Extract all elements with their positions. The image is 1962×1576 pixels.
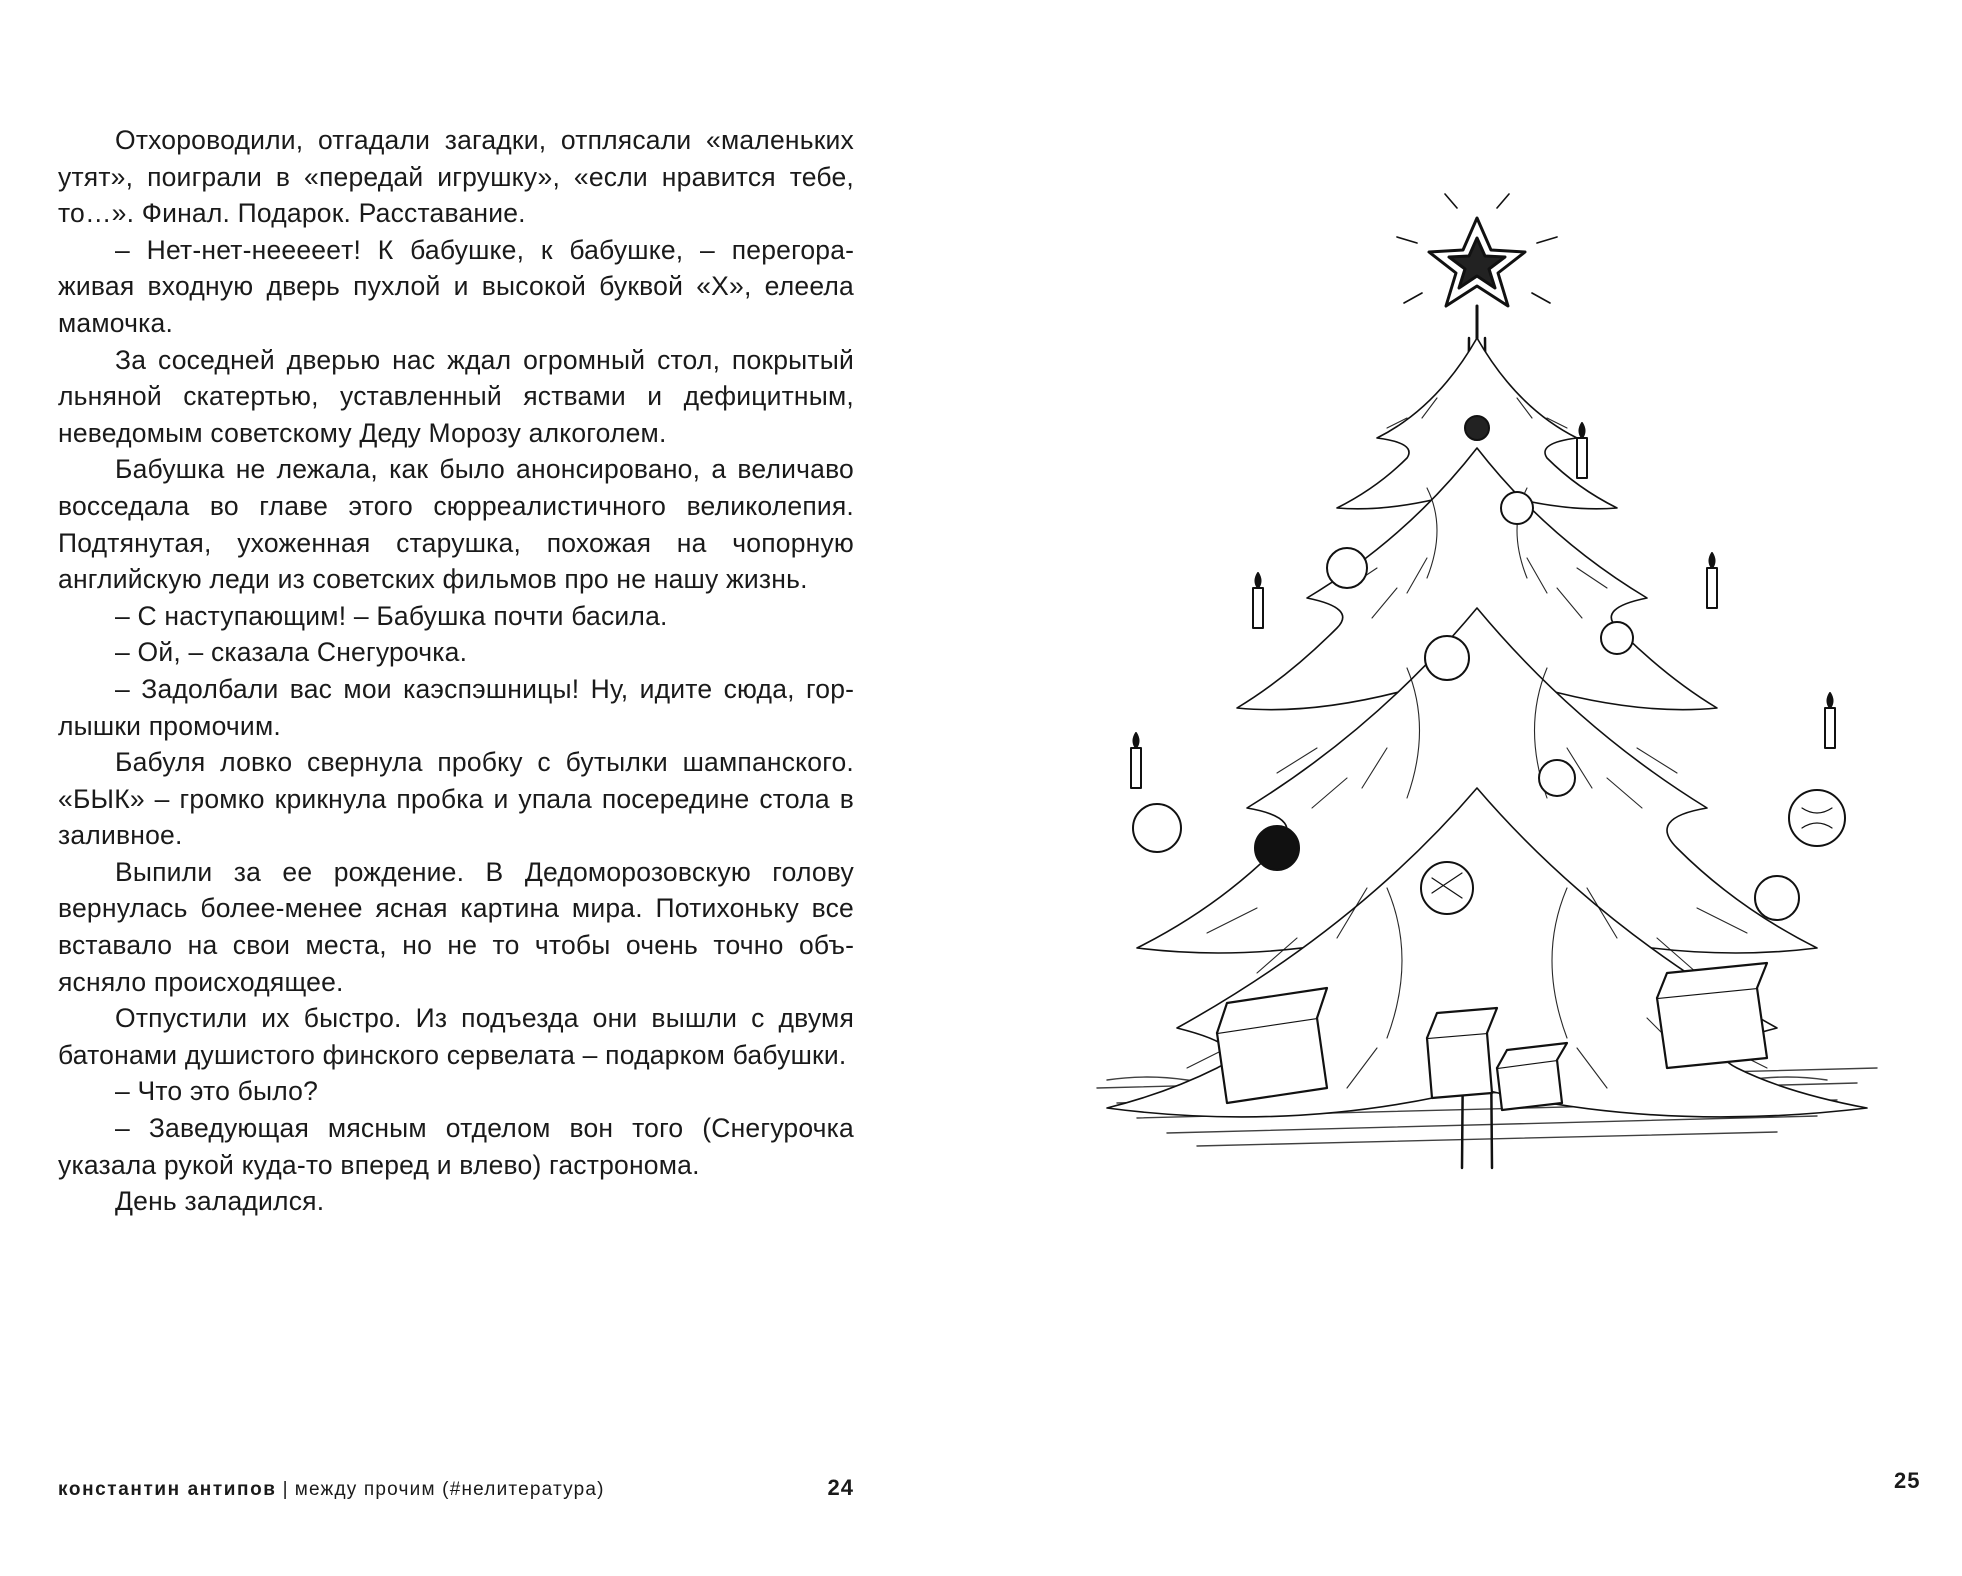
paragraph: – Нет-нет-неееeeт! К бабушке, к бабушке, – перегораживая входную дверь пухлой и высокой буквой «Х», елеела мамочка. <box>58 234 854 338</box>
running-footer <box>58 1475 854 1509</box>
paragraph: Бабушка не лежала, как было анонсировано, а величаво восседала во главе этого сюрреалистичного великолепия. Подтянутая, ухоженная старушка, похожая на чопорную английскую леди из советских фильмов про не нашу жизнь. <box>58 454 854 595</box>
paragraph: Бабуля ловко свернула пробку с бутылки шампанского. «БЫК» – громко крикнула пробка и упала посередине стола в заливное. <box>58 747 854 851</box>
paragraph: – Что это было? <box>115 1076 319 1107</box>
paragraph: Отпустили их быстро. Из подъезда они вышли с двумя батонами душистого финского сервелата – подарком бабушки. <box>58 1003 854 1070</box>
body-text <box>58 122 854 1220</box>
paragraph: Выпили за ее рождение. В Дедоморозовскую голову вернулась более-менее ясная картина мира. Потихоньку все вставало на свои места, но не то чтобы очень точно объясняло происходящее. <box>58 856 854 997</box>
page-number-right: 25 <box>1894 1468 1921 1493</box>
paragraph: – С наступающим! – Бабушка почти басила. <box>115 600 668 631</box>
star-icon <box>1397 194 1557 338</box>
footer-author: константин антипов <box>58 1479 277 1500</box>
paragraph: – Задолбали вас мои каэспэшницы! Ну, идите сюда, горлышки промочим. <box>58 673 854 741</box>
paragraph: – Заведующая мясным отделом вон того (Снегурочка указала рукой куда-то вперед и влево) гастронома. <box>58 1113 854 1180</box>
footer-book-title: между прочим (#нелитература) <box>294 1479 605 1500</box>
paragraph: За соседней дверью нас ждал огромный стол, покрытый льняной скатертью, уставленный яствами и дефицитным, неведомым советскому Деду Морозу алкоголем. <box>58 344 854 448</box>
page-number-left: 24 <box>827 1475 854 1500</box>
christmas-tree-illustration <box>1077 188 1897 1238</box>
footer-separator: | <box>282 1479 289 1500</box>
paragraph: День заладился. <box>115 1186 325 1217</box>
paragraph: Отхороводили, отгадали загадки, отплясали «маленьких утят», поиграли в «передай игрушку», «если нравится тебе, то…». Финал. Подарок. Расставание. <box>58 125 854 229</box>
right-page <box>981 0 1962 1576</box>
paragraph: – Ой, – сказала Снегурочка. <box>115 637 468 668</box>
